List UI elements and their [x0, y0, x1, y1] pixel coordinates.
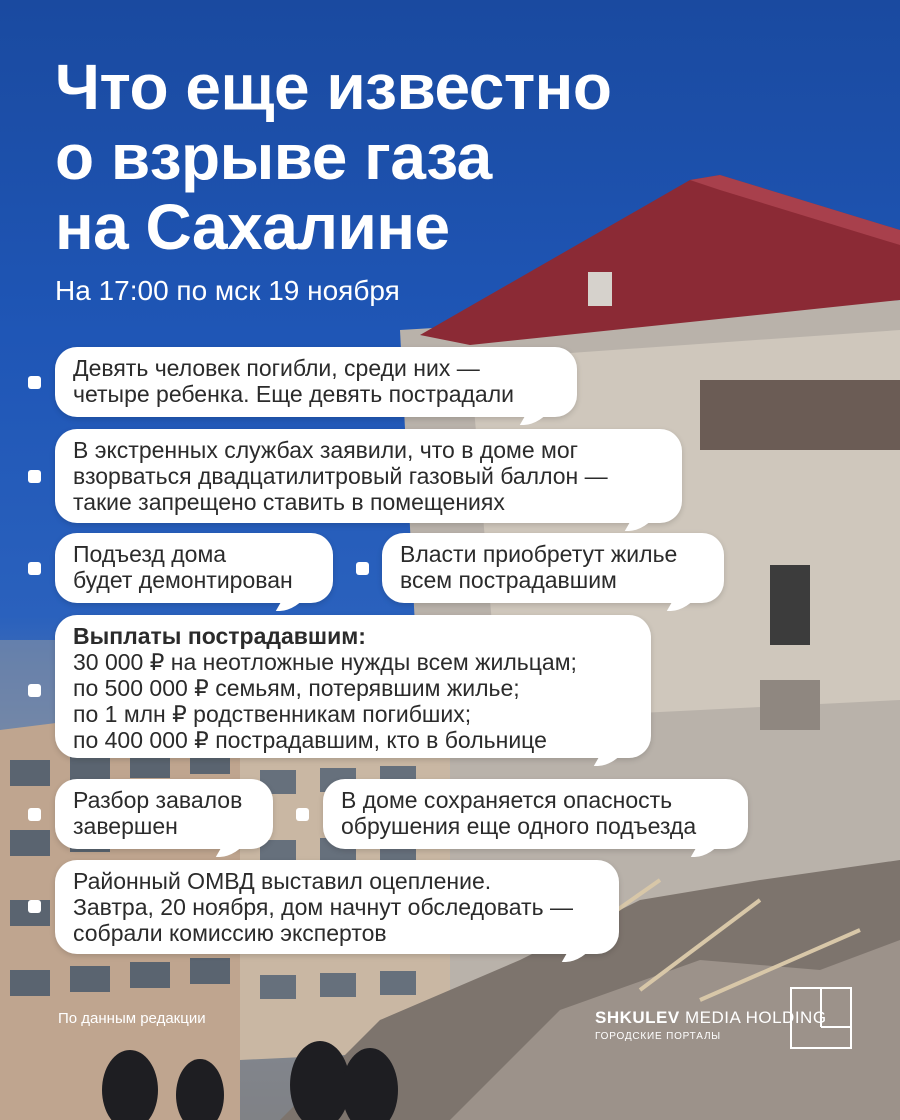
- fact-bubble-collapse-risk: [323, 779, 748, 849]
- fact-line: по 400 000 ₽ пострадавшим, кто в больнице: [73, 727, 547, 753]
- bullet-icon: [296, 808, 309, 821]
- fact-line: по 500 000 ₽ семьям, потерявшим жилье;: [73, 675, 520, 701]
- fact-bubble-demolition: [55, 533, 333, 603]
- fact-line: четыре ребенка. Еще девять пострадали: [73, 381, 514, 407]
- fact-line: Районный ОМВД выставил оцепление.: [73, 868, 492, 894]
- fact-line: Власти приобретут жилье: [400, 541, 678, 567]
- bullet-icon: [28, 808, 41, 821]
- fact-heading: Выплаты пострадавшим:: [73, 623, 366, 649]
- fact-line: по 1 млн ₽ родственникам погибших;: [73, 701, 472, 727]
- brand-name-rest: MEDIA HOLDING: [679, 1008, 827, 1027]
- bullet-icon: [28, 470, 41, 483]
- bullet-icon: [28, 684, 41, 697]
- brand-mark-icon: [790, 987, 852, 1049]
- brand-name-bold: SHKULEV: [595, 1008, 680, 1027]
- fact-bubble-cordon: [55, 860, 619, 954]
- fact-line: взорваться двадцатилитровый газовый баллон —: [73, 463, 608, 489]
- bullet-icon: [356, 562, 369, 575]
- fact-line: такие запрещено ставить в помещениях: [73, 489, 505, 515]
- fact-line: Подъезд дома: [73, 541, 227, 567]
- title-line: Что еще известно: [55, 51, 612, 123]
- fact-line: Разбор завалов: [73, 787, 243, 813]
- source-note: По данным редакции: [58, 1010, 206, 1027]
- fact-bubble-rubble-cleared: [55, 779, 273, 849]
- fact-line: будет демонтирован: [73, 567, 293, 593]
- brand-tagline: ГОРОДСКИЕ ПОРТАЛЫ: [595, 1031, 721, 1042]
- fact-line: В доме сохраняется опасность: [341, 787, 673, 813]
- page-title: [55, 52, 755, 262]
- title-line: на Сахалине: [55, 191, 450, 263]
- fact-line: Девять человек погибли, среди них —: [73, 355, 480, 381]
- fact-line: обрушения еще одного подъезда: [341, 813, 697, 839]
- fact-bubble-gas-cylinder: [55, 429, 682, 523]
- fact-line: завершен: [73, 813, 178, 839]
- fact-bubble-payments: [55, 615, 651, 758]
- fact-line: Завтра, 20 ноября, дом начнут обследовать —: [73, 894, 573, 920]
- fact-bubble-casualties: [55, 347, 577, 417]
- bullet-icon: [28, 900, 41, 913]
- fact-line: 30 000 ₽ на неотложные нужды всем жильцам;: [73, 649, 577, 675]
- bullet-icon: [28, 376, 41, 389]
- timestamp-subtitle: На 17:00 по мск 19 ноября: [55, 275, 400, 306]
- bullet-icon: [28, 562, 41, 575]
- fact-line: всем пострадавшим: [400, 567, 617, 593]
- fact-bubble-housing: [382, 533, 724, 603]
- fact-line: В экстренных службах заявили, что в доме мог: [73, 437, 579, 463]
- title-line: о взрыве газа: [55, 121, 492, 193]
- fact-line: собрали комиссию экспертов: [73, 920, 387, 946]
